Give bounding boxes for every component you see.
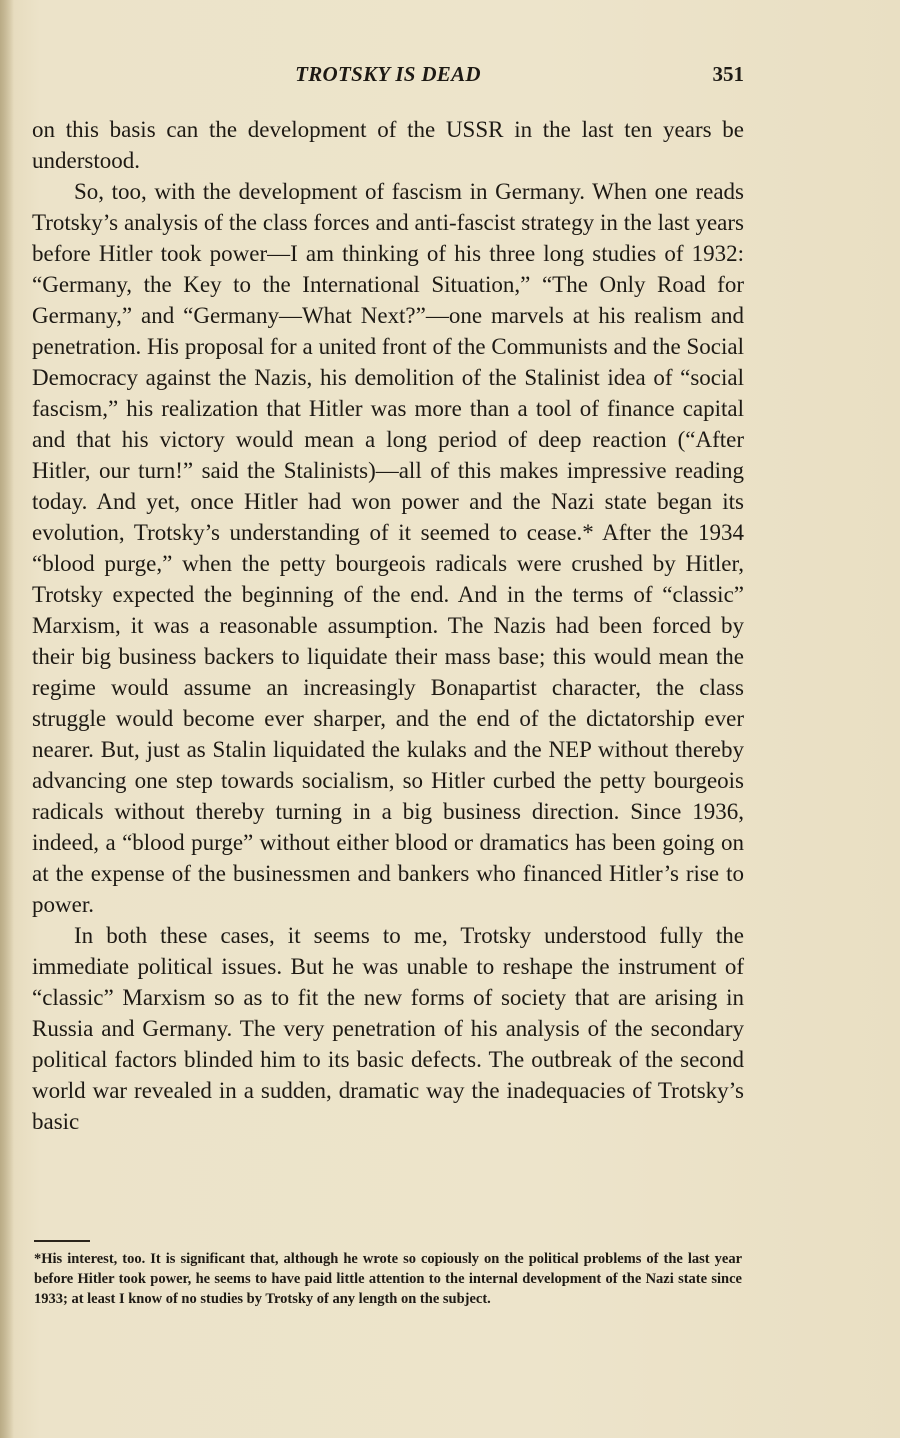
footnote-rule bbox=[34, 1240, 90, 1242]
page-header bbox=[32, 58, 744, 92]
body-text bbox=[32, 114, 744, 1137]
page-number: 351 bbox=[712, 62, 744, 86]
spine-shadow bbox=[0, 0, 14, 1438]
paragraph-continued: on this basis can the development of the USSR in the last ten years be understood. bbox=[32, 117, 744, 173]
paragraph-fascism: So, too, with the development of fascism in Germany. When one reads Trotsky’s analysis of the class forces and anti-fascist strategy in the last years before Hitler took power—I am thinking of his three long studies of 1932: “Germany, the Key to the International Situation,” “The Only Road for Germany,” and “Germany—What Next?”—one marvels at his realism and penetration. His proposal for a united front of the Communists and the Social Democracy against the Nazis, his demolition of the Stalinist idea of “social fascism,” his realization that Hitler was more than a tool of finance capital and that his victory would mean a long period of deep reaction (“After Hitler, our turn!” said the Stalinists)—all of this makes impressive reading today. And yet, once Hitler had won power and the Nazi state began its evolution, Trotsky’s understanding of it seemed to cease.* After the 1934 “blood purge,” when the petty bourgeois radicals were crushed by Hitler, Trotsky expected the beginning of the end. And in the terms of “classic” Marxism, it was a reasonable assumption. The Nazis had been forced by their big business backers to liquidate their mass base; this would mean the regime would assume an increasingly Bonapartist character, the class struggle would become ever sharper, and the end of the dictatorship ever nearer. But, just as Stalin liquidated the kulaks and the NEP without thereby advancing one step towards socialism, so Hitler curbed the petty bourgeois radicals without thereby turning in a big business direction. Since 1936, indeed, a “blood purge” without either blood or dramatics has been going on at the expense of the businessmen and bankers who financed Hitler’s rise to power. bbox=[32, 179, 744, 917]
footnote: *His interest, too. It is significant that, although he wrote so copiously on the political problems of the last year before Hitler took power, he seems to have paid little attention to the internal development of the Nazi state since 1933; at least I know of no studies by Trotsky of any length on the subject. bbox=[34, 1251, 742, 1307]
running-head: TROTSKY IS DEAD bbox=[295, 62, 481, 86]
paragraph-both-cases: In both these cases, it seems to me, Trotsky understood fully the immediate political issues. But he was unable to reshape the instrument of “classic” Marxism so as to fit the new forms of society that are arising in Russia and Germany. The very penetration of his analysis of the secondary political factors blinded him to its basic defects. The outbreak of the second world war revealed in a sudden, dramatic way the inadequacies of Trotsky’s basic bbox=[32, 923, 744, 1134]
